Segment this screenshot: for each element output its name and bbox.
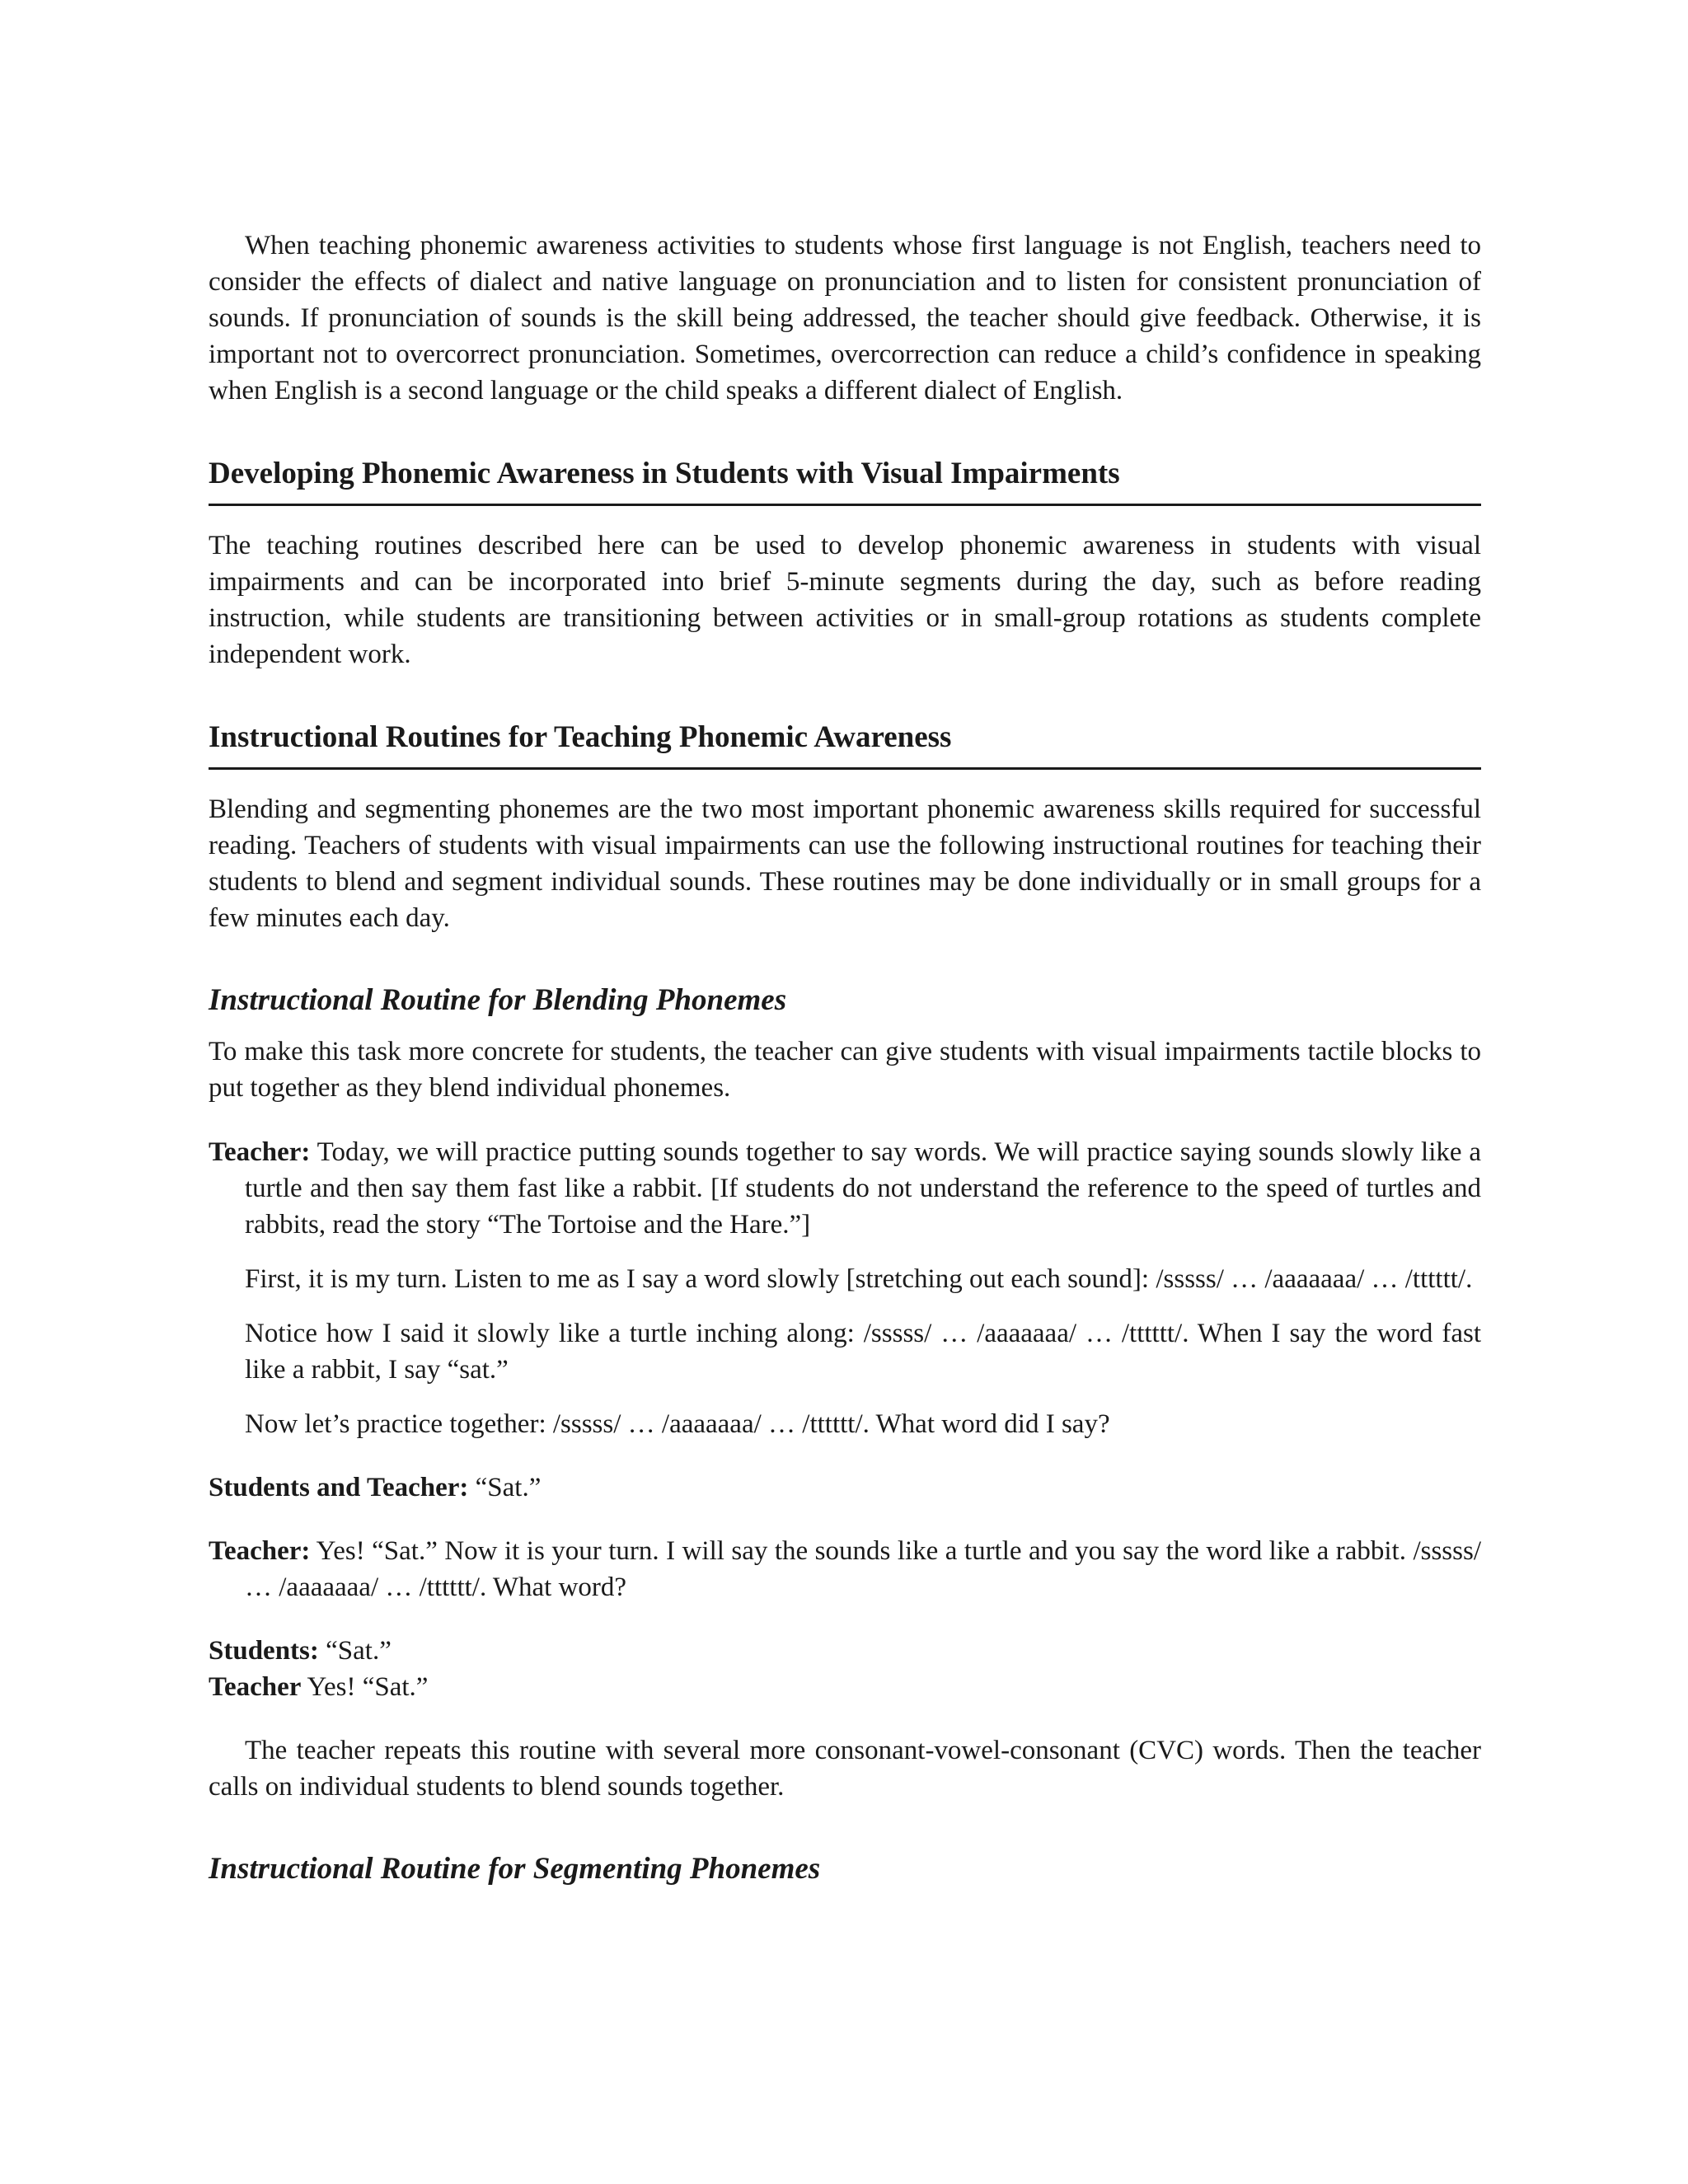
dialogue-line: Yes! “Sat.” (301, 1672, 429, 1702)
dialogue-line: “Sat.” (468, 1473, 542, 1502)
speaker-label: Teacher: (209, 1536, 311, 1566)
speaker-label: Teacher (209, 1672, 302, 1702)
dialogue-turn-teacher-1 (209, 1134, 1481, 1243)
speaker-label: Students and Teacher: (209, 1473, 469, 1502)
section-instructional-routines-body: Blending and segmenting phonemes are the two most important phonemic awareness skills required for successful reading. Teachers of students with visual impairments can use the following instructional routines for teaching their students to blend and segment individual sounds. These routines may be done individually or in small groups for a few minutes each day. (209, 794, 1481, 933)
subsection-heading-blending: Instructional Routine for Blending Phonemes (209, 983, 787, 1017)
dialogue-turn-students (209, 1633, 1481, 1669)
speaker-label: Students: (209, 1636, 319, 1666)
closing-paragraph: The teacher repeats this routine with several more consonant-vowel-consonant (CVC) words. Then the teacher calls on individual students to blend sounds together. (209, 1736, 1481, 1802)
dialogue-continuation-3: Now let’s practice together: /sssss/ … /aaaaaaa/ … /tttttt/. What word did I say? (245, 1409, 1110, 1439)
dialogue-turn-students-and-teacher (209, 1469, 1481, 1506)
dialogue-continuation-2: Notice how I said it slowly like a turtle inching along: /sssss/ … /aaaaaaa/ … /tttttt/. When I say the word fast like a rabbit, I say “sat.” (245, 1319, 1481, 1385)
dialogue-turn-teacher-3 (209, 1669, 1481, 1705)
dialogue-turn-teacher-2 (209, 1533, 1481, 1605)
speaker-label: Teacher: (209, 1137, 311, 1167)
dialogue-line: “Sat.” (318, 1636, 392, 1666)
dialogue-continuation-1: First, it is my turn. Listen to me as I say a word slowly [stretching out each sound]: /sssss/ … /aaaaaaa/ … /tttttt/. (245, 1264, 1473, 1294)
dialogue-line: Yes! “Sat.” Now it is your turn. I will say the sounds like a turtle and you say the word like a rabbit. /sssss/ … /aaaaaaa/ … /tttttt/. What word? (245, 1536, 1481, 1602)
subsection-heading-segmenting: Instructional Routine for Segmenting Phonemes (209, 1852, 821, 1886)
document-page (209, 227, 1481, 1887)
subsection-blending-body: To make this task more concrete for students, the teacher can give students with visual impairments tactile blocks to put together as they blend individual phonemes. (209, 1037, 1481, 1103)
section-visual-impairments-body: The teaching routines described here can be used to develop phonemic awareness in students with visual impairments and can be incorporated into brief 5-minute segments during the day, such as before reading instruction, while students are transitioning between activities or in small-group rotations as students complete independent work. (209, 531, 1481, 669)
section-heading-visual-impairments: Developing Phonemic Awareness in Students with Visual Impairments (209, 456, 1481, 506)
dialogue-line: Today, we will practice putting sounds together to say words. We will practice saying sounds slowly like a turtle and then say them fast like a rabbit. [If students do not understand the reference to the speed of turtles and rabbits, read the story “The Tortoise and the Hare.”] (245, 1137, 1481, 1240)
section-heading-instructional-routines: Instructional Routines for Teaching Phonemic Awareness (209, 719, 1481, 770)
intro-paragraph: When teaching phonemic awareness activities to students whose first language is not English, teachers need to consider the effects of dialect and native language on pronunciation and to listen for consistent pronunciation of sounds. If pronunciation of sounds is the skill being addressed, the teacher should give feedback. Otherwise, it is important not to overcorrect pronunciation. Sometimes, overcorrection can reduce a child’s confidence in speaking when English is a second language or the child speaks a different dialect of English. (209, 231, 1481, 405)
